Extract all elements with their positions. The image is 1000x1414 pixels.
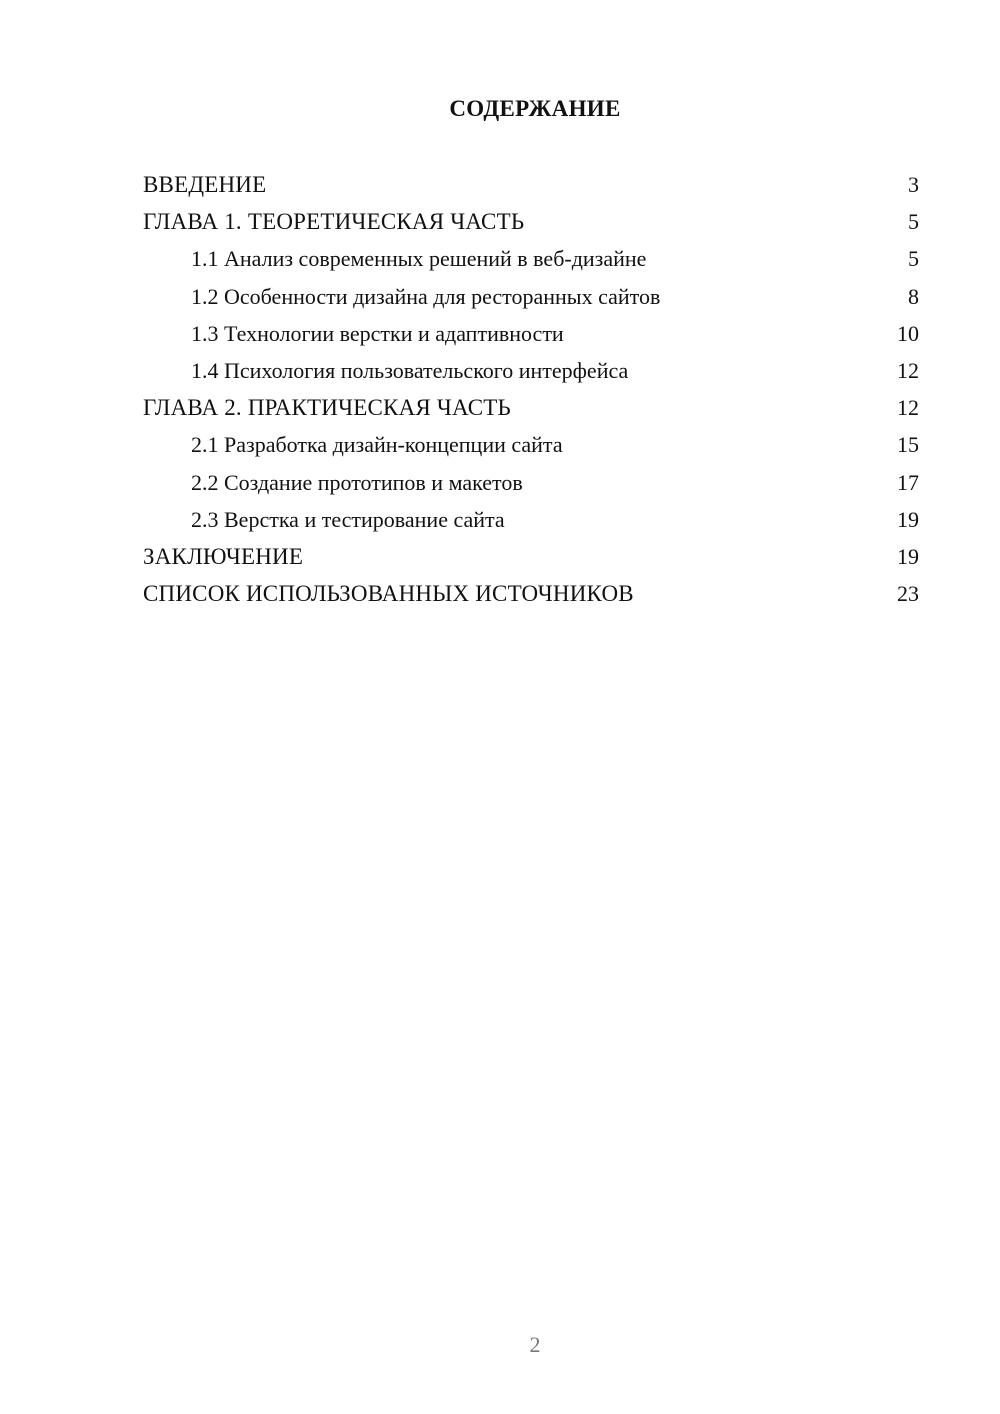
toc-entry-introduction <box>143 166 919 203</box>
toc-entry-title: СПИСОК ИСПОЛЬЗОВАННЫХ ИСТОЧНИКОВ <box>143 581 634 607</box>
toc-entry-title: ЗАКЛЮЧЕНИЕ <box>143 543 304 569</box>
toc-list <box>143 166 919 612</box>
toc-entry-section-2-3 <box>143 501 919 538</box>
toc-entry-title: 1.2 Особенности дизайна для ресторанных сайтов <box>191 283 661 309</box>
toc-entry-page: 15 <box>897 432 919 458</box>
toc-entry-chapter-1 <box>143 203 919 240</box>
toc-entry-references <box>143 575 919 612</box>
toc-entry-title: 1.1 Анализ современных решений в веб-дизайне <box>191 246 647 272</box>
toc-entry-title: ГЛАВА 1. ТЕОРЕТИЧЕСКАЯ ЧАСТЬ <box>143 209 525 235</box>
toc-entry-page: 19 <box>897 506 919 532</box>
toc-entry-title: ВВЕДЕНИЕ <box>143 172 267 197</box>
toc-entry-page: 23 <box>897 581 919 607</box>
toc-entry-page: 12 <box>897 357 919 383</box>
toc-entry-chapter-2 <box>143 389 919 426</box>
toc-entry-page: 8 <box>908 283 919 309</box>
toc-entry-page: 5 <box>908 209 919 235</box>
toc-entry-page: 3 <box>908 172 919 197</box>
toc-entry-title: 2.1 Разработка дизайн-концепции сайта <box>191 432 563 458</box>
toc-entry-page: 17 <box>897 469 919 495</box>
toc-entry-title: 2.3 Верстка и тестирование сайта <box>191 506 505 532</box>
toc-entry-page: 10 <box>897 320 919 346</box>
toc-entry-section-1-4 <box>143 352 919 389</box>
toc-heading: СОДЕРЖАНИЕ <box>449 96 621 121</box>
toc-entry-title: 1.3 Технологии верстки и адаптивности <box>191 320 564 346</box>
toc-entry-conclusion <box>143 538 919 575</box>
page-number: 2 <box>529 1332 541 1357</box>
toc-entry-section-1-3 <box>143 315 919 352</box>
toc-entry-title: 2.2 Создание прототипов и макетов <box>191 469 523 495</box>
toc-entry-title: ГЛАВА 2. ПРАКТИЧЕСКАЯ ЧАСТЬ <box>143 395 511 421</box>
toc-entry-page: 5 <box>908 246 919 272</box>
toc-entry-section-1-1 <box>143 240 919 277</box>
toc-entry-page: 12 <box>897 395 919 421</box>
toc-entry-title: 1.4 Психология пользовательского интерфейса <box>191 357 629 383</box>
toc-entry-section-2-1 <box>143 426 919 463</box>
toc-entry-page: 19 <box>897 543 919 569</box>
toc-entry-section-2-2 <box>143 464 919 501</box>
toc-entry-section-1-2 <box>143 278 919 315</box>
